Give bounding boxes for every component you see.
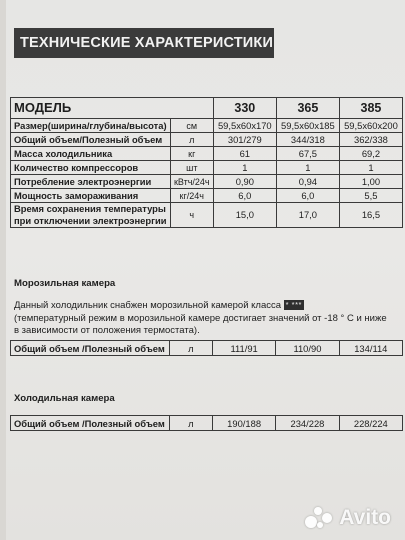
- row-value: 17,0: [276, 203, 339, 228]
- row-unit: шт: [170, 161, 213, 175]
- row-value: 0,90: [213, 175, 276, 189]
- fridge-section-title: Холодильная камера: [14, 393, 115, 404]
- row-label: Масса холодильника: [11, 147, 171, 161]
- row-value: 16,5: [339, 203, 402, 228]
- freezer-text-line: в зависимости от положения термостата).: [14, 325, 200, 336]
- watermark-text: Avito: [339, 506, 391, 529]
- table-row: [11, 161, 403, 175]
- table-row: [11, 203, 403, 228]
- row-value: 301/279: [213, 133, 276, 147]
- row-value: 59,5x60x170: [213, 119, 276, 133]
- table-row: [11, 189, 403, 203]
- row-unit: кг/24ч: [170, 189, 213, 203]
- fridge-volume-table: [10, 415, 403, 431]
- row-value: 69,2: [339, 147, 402, 161]
- row-value: 0,94: [276, 175, 339, 189]
- table-row: [11, 119, 403, 133]
- row-value: 1,00: [339, 175, 402, 189]
- row-value: 190/188: [212, 416, 275, 431]
- model-385: 385: [339, 98, 402, 119]
- row-value: 1: [213, 161, 276, 175]
- row-value: 111/91: [212, 341, 275, 356]
- row-value: 6,0: [213, 189, 276, 203]
- freezer-text-line: Данный холодильник снабжен морозильной камерой класса: [14, 300, 282, 311]
- row-label: Общий объем /Полезный объем: [11, 341, 170, 356]
- row-label: [11, 203, 171, 228]
- row-value: 59,5x60x200: [339, 119, 402, 133]
- star-class-badge: * ***: [285, 300, 302, 310]
- freezer-text-line: (температурный режим в морозильной камере достигает значений от -18 ° С и ниже: [14, 312, 387, 324]
- row-value: 67,5: [276, 147, 339, 161]
- row-value: 15,0: [213, 203, 276, 228]
- row-unit: ч: [170, 203, 213, 228]
- row-value: 110/90: [276, 341, 339, 356]
- row-value: 61: [213, 147, 276, 161]
- row-value: 234/228: [276, 416, 339, 431]
- page-title: ТЕХНИЧЕСКИЕ ХАРАКТЕРИСТИКИ: [14, 28, 274, 58]
- table-row: [11, 416, 403, 431]
- row-unit: кг: [170, 147, 213, 161]
- document-page: [6, 0, 405, 540]
- freezer-volume-table: [10, 340, 403, 356]
- freezer-description: [14, 300, 399, 338]
- row-value: 1: [276, 161, 339, 175]
- row-unit: л: [169, 416, 212, 431]
- row-value: 5,5: [339, 189, 402, 203]
- row-label: Размер(ширина/глубина/высота): [11, 119, 171, 133]
- row-unit: л: [169, 341, 212, 356]
- model-label: МОДЕЛЬ: [11, 98, 214, 119]
- row-value: 6,0: [276, 189, 339, 203]
- row-value: 1: [339, 161, 402, 175]
- row-label-line: при отключении электроэнергии: [14, 215, 167, 226]
- row-label: Количество компрессоров: [11, 161, 171, 175]
- table-row: [11, 341, 403, 356]
- row-unit: л: [170, 133, 213, 147]
- row-value: 59,5x60x185: [276, 119, 339, 133]
- spec-table: [10, 97, 403, 228]
- table-row: [11, 175, 403, 189]
- row-unit: см: [170, 119, 213, 133]
- row-label: Общий объем /Полезный объем: [11, 416, 170, 431]
- row-unit: кВтч/24ч: [170, 175, 213, 189]
- table-header-row: [11, 98, 403, 119]
- row-label-line: Время сохранения температуры: [14, 203, 166, 214]
- freezer-section-title: Морозильная камера: [14, 278, 116, 289]
- table-row: [11, 147, 403, 161]
- model-365: 365: [276, 98, 339, 119]
- row-label: Мощность замораживания: [11, 189, 171, 203]
- row-label: Потребление электроэнергии: [11, 175, 171, 189]
- row-value: 228/224: [339, 416, 402, 431]
- row-label: Общий объем/Полезный объем: [11, 133, 171, 147]
- model-330: 330: [213, 98, 276, 119]
- avito-watermark: [305, 506, 391, 530]
- row-value: 134/114: [339, 341, 402, 356]
- table-row: [11, 133, 403, 147]
- avito-logo-icon: [305, 507, 335, 529]
- row-value: 362/338: [339, 133, 402, 147]
- row-value: 344/318: [276, 133, 339, 147]
